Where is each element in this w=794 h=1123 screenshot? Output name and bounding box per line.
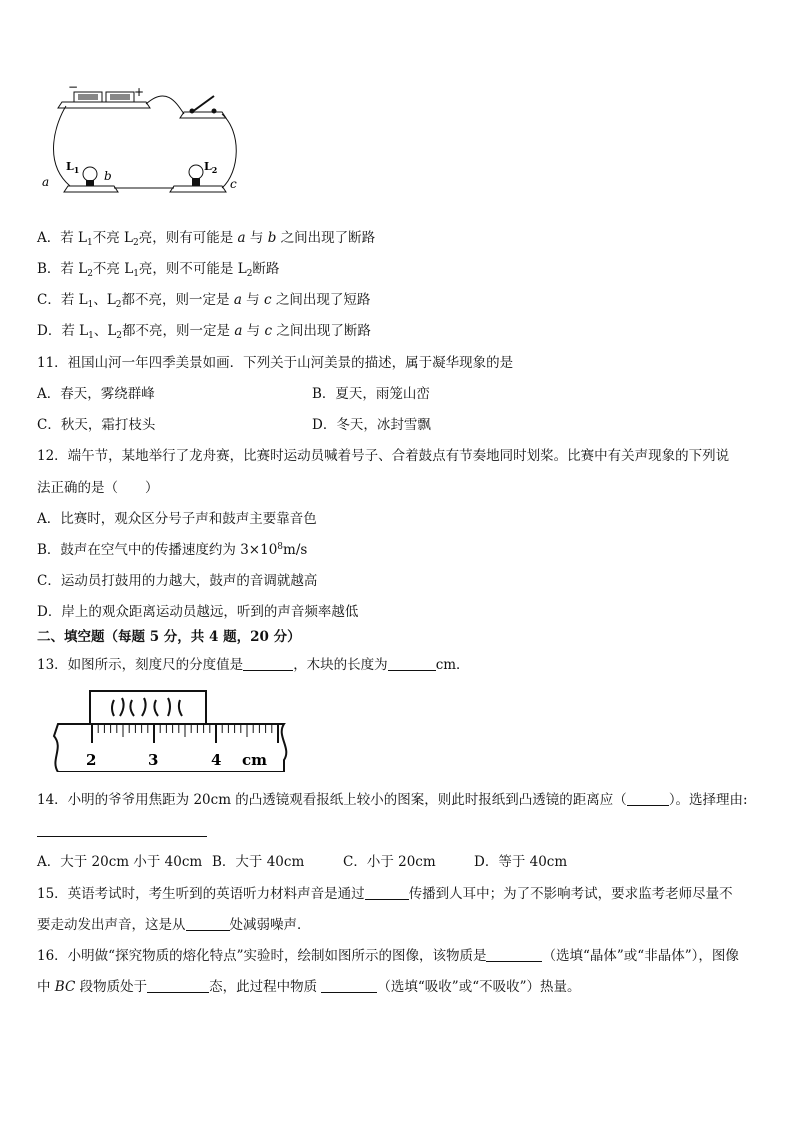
q12-option-d: D．岸上的观众距离运动员越远，听到的声音频率越低 bbox=[37, 604, 359, 620]
ruler-tick-label-2: 2 bbox=[86, 751, 97, 769]
answer-blank[interactable] bbox=[365, 885, 409, 900]
label-b: b bbox=[104, 169, 112, 183]
q11-stem: 11．祖国山河一年四季美景如画．下列关于山河美景的描述，属于凝华现象的是 bbox=[37, 355, 514, 371]
answer-blank[interactable] bbox=[186, 916, 230, 931]
q14-option-a: A．大于 20cm 小于 40cm bbox=[37, 854, 203, 870]
q10-option-b: B．若 $L_2$不亮 $L_1$亮，则不可能是 $L_2$断路 bbox=[37, 261, 280, 279]
answer-blank[interactable] bbox=[486, 947, 542, 962]
reason-blank[interactable] bbox=[37, 836, 207, 837]
ruler-figure bbox=[48, 688, 294, 772]
minus-label: − bbox=[68, 82, 79, 94]
q15-line-2: 要走动发出声音，这是从 处减弱噪声． bbox=[37, 917, 311, 933]
q10-option-a: A．若 $L_1$不亮 $L_2$亮，则有可能是 a 与 b 之间出现了断路 bbox=[37, 230, 376, 248]
lamp2-bulb bbox=[189, 165, 203, 179]
q13-stem: 13．如图所示，刻度尺的分度值是 ，木块的长度为 cm． bbox=[37, 657, 470, 673]
ruler-unit: cm bbox=[242, 751, 268, 769]
q12-option-c: C．运动员打鼓用的力越大，鼓声的音调就越高 bbox=[37, 573, 318, 589]
ruler-tick-label-4: 4 bbox=[211, 751, 222, 769]
q12-option-a: A．比赛时，观众区分号子声和鼓声主要靠音色 bbox=[37, 511, 317, 527]
q11-option-a: A．春天，雾绕群峰 bbox=[37, 386, 155, 402]
answer-blank[interactable] bbox=[321, 978, 377, 993]
wire-top bbox=[146, 96, 184, 114]
switch-lever bbox=[192, 96, 214, 112]
lamp2-label: $L_2$ bbox=[204, 160, 218, 175]
circuit-diagram bbox=[36, 82, 248, 218]
lamp1-label: $L_1$ bbox=[66, 160, 80, 175]
answer-blank[interactable] bbox=[627, 791, 669, 806]
switch-board bbox=[180, 112, 226, 118]
q14-option-b: B．大于 40cm bbox=[212, 854, 305, 870]
section-heading: 二、填空题（每题 5 分，共 4 题，20 分） bbox=[37, 629, 301, 645]
answer-blank[interactable] bbox=[243, 656, 293, 671]
label-a: a bbox=[42, 175, 50, 189]
lamp2-board bbox=[170, 186, 226, 192]
q11-option-b: B．夏天，雨笼山峦 bbox=[312, 386, 430, 402]
answer-blank[interactable] bbox=[147, 978, 209, 993]
q14-stem: 14．小明的爷爷用焦距为 20cm 的凸透镜观看报纸上较小的图案，则此时报纸到凸透镜的距离应（ ）。选择理由: bbox=[37, 792, 748, 808]
label-c: c bbox=[230, 177, 237, 191]
answer-blank[interactable] bbox=[388, 656, 436, 671]
q12-option-b: B．鼓声在空气中的传播速度约为 $3\times 10^8m/s$ bbox=[37, 542, 308, 558]
q12-stem-1: 12．端午节，某地举行了龙舟赛，比赛时运动员喊着号子、合着鼓点有节奏地同时划桨。比赛中有关声现象的下列说 bbox=[37, 448, 730, 464]
q12-stem-2: 法正确的是（ ） bbox=[37, 480, 159, 496]
q11-option-d: D．冬天，冰封雪飘 bbox=[312, 417, 431, 433]
lamp1-board bbox=[64, 186, 118, 192]
lamp1-bulb bbox=[83, 167, 97, 181]
q16-line-2: 中 BC 段物质处于 态，此过程中物质 （选填“吸收”或“不吸收”）热量。 bbox=[37, 979, 581, 995]
plus-label: + bbox=[134, 85, 145, 99]
q14-option-c: C．小于 20cm bbox=[343, 854, 436, 870]
wood-block bbox=[90, 691, 206, 724]
q15-line-1: 15．英语考试时，考生听到的英语听力材料声音是通过 传播到人耳中；为了不影响考试，要求监考老师尽量不 bbox=[37, 886, 733, 902]
battery-board bbox=[58, 102, 150, 108]
q10-option-c: C．若 $L_1$、$L_2$都不亮，则一定是 a 与 c 之间出现了短路 bbox=[37, 292, 371, 310]
q14-option-d: D．等于 40cm bbox=[474, 854, 568, 870]
q10-option-d: D．若 $L_1$、$L_2$都不亮，则一定是 a 与 c 之间出现了断路 bbox=[37, 323, 371, 341]
q16-line-1: 16．小明做“探究物质的熔化特点”实验时，绘制如图所示的图像，该物质是 （选填“晶体”或“非晶体”），图像 bbox=[37, 948, 739, 964]
q11-option-c: C．秋天，霜打枝头 bbox=[37, 417, 156, 433]
ruler-tick-label-3: 3 bbox=[148, 751, 159, 769]
wire-a bbox=[54, 106, 70, 186]
